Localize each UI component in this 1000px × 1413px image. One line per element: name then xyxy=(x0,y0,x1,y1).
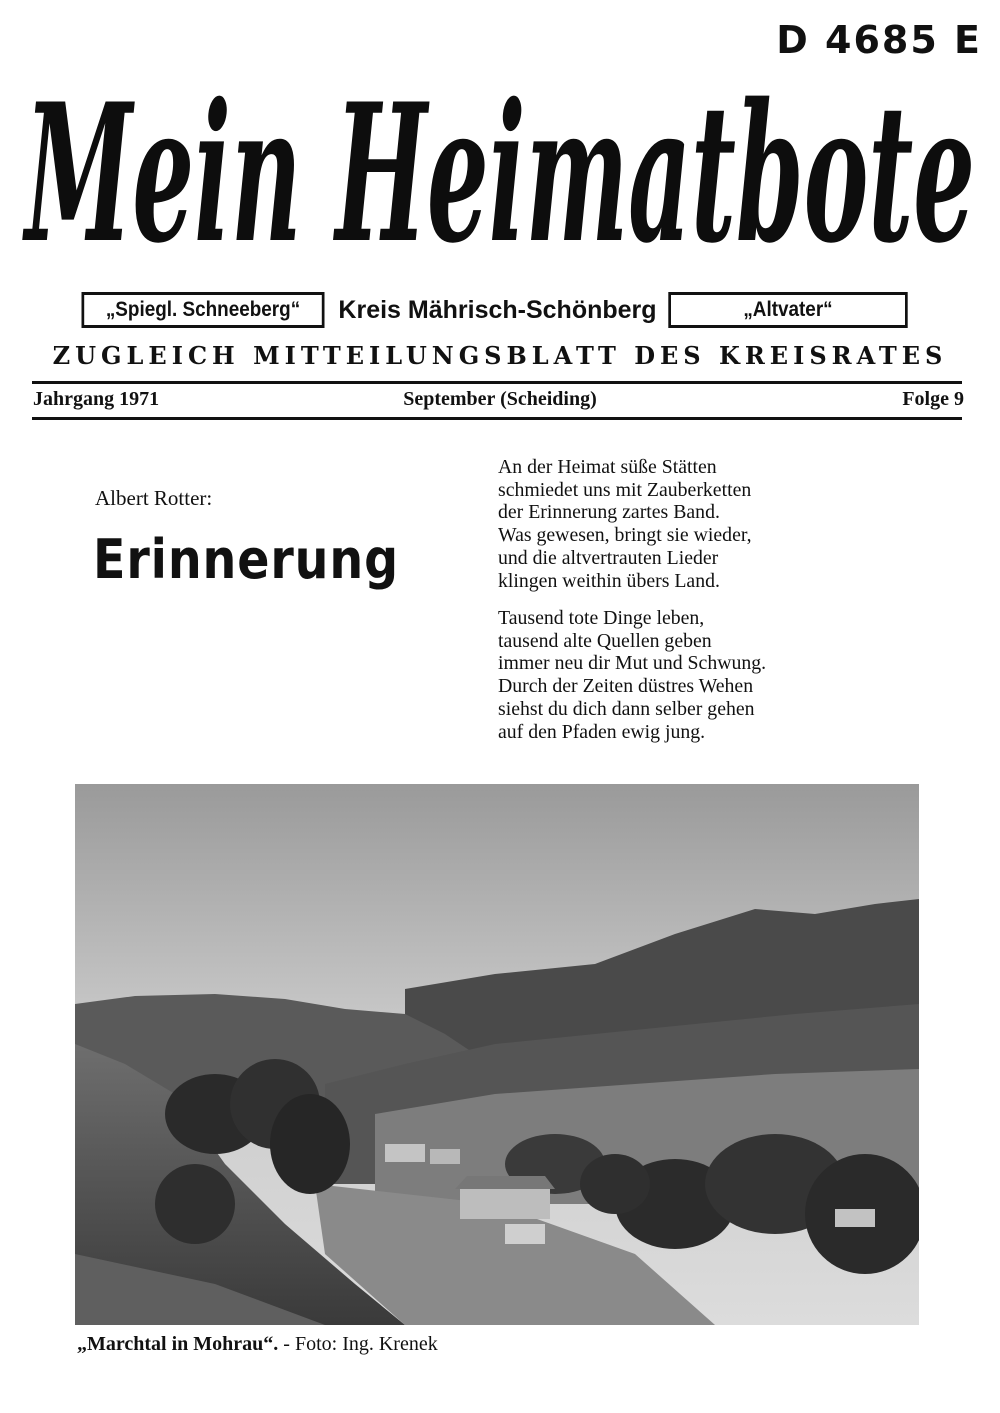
issue-year: Jahrgang 1971 xyxy=(33,388,160,410)
photo-caption xyxy=(77,1333,438,1356)
bottom-rule xyxy=(32,417,962,420)
landscape-photo xyxy=(75,784,919,1325)
poem-line: immer neu dir Mut und Schwung. xyxy=(498,652,767,675)
poem-line: Durch der Zeiten düstres Wehen xyxy=(498,675,754,698)
landscape-photo-image xyxy=(75,784,919,1325)
poem-line: schmiedet uns mit Zauberketten xyxy=(498,478,752,501)
poem-line: Tausend tote Dinge leben, xyxy=(498,607,705,629)
poem-line: auf den Pfaden ewig jung. xyxy=(498,720,706,743)
poem-line: Was gewesen, bringt sie wieder, xyxy=(498,524,752,547)
poem-title: Erinnerung xyxy=(93,528,399,591)
poem-stanza-1 xyxy=(498,456,878,592)
issue-number: Folge 9 xyxy=(902,388,964,410)
region-box-left: „Spiegl. Schneeberg“ xyxy=(82,292,325,328)
photo-caption-credit: - Foto: Ing. Krenek xyxy=(278,1333,438,1355)
poem-line: klingen weithin übers Land. xyxy=(498,569,720,592)
poem-line: siehst du dich dann selber gehen xyxy=(498,697,755,720)
issue-code: D 4685 E xyxy=(776,18,982,62)
poem-line: tausend alte Quellen geben xyxy=(498,629,712,652)
photo-caption-title: „Marchtal in Mohrau“. xyxy=(77,1333,279,1355)
poem-line: und die altvertrauten Lieder xyxy=(498,546,719,569)
top-rule xyxy=(32,381,962,384)
tagline: ZUGLEICH MITTEILUNGSBLATT DES KREISRATES xyxy=(52,341,948,370)
poem-author: Albert Rotter: xyxy=(95,486,213,510)
masthead xyxy=(18,62,982,287)
issue-month: September (Scheiding) xyxy=(403,388,597,410)
region-box-right: „Altvater“ xyxy=(668,292,907,328)
poem-line: An der Heimat süße Stätten xyxy=(498,456,717,478)
masthead-logo xyxy=(18,62,982,287)
poem-line: der Erinnerung zartes Band. xyxy=(498,501,720,524)
district-name: Kreis Mährisch-Schönberg xyxy=(338,296,657,324)
poem-stanza-2 xyxy=(498,607,878,743)
masthead-title: Mein Heimatbote xyxy=(21,62,975,285)
